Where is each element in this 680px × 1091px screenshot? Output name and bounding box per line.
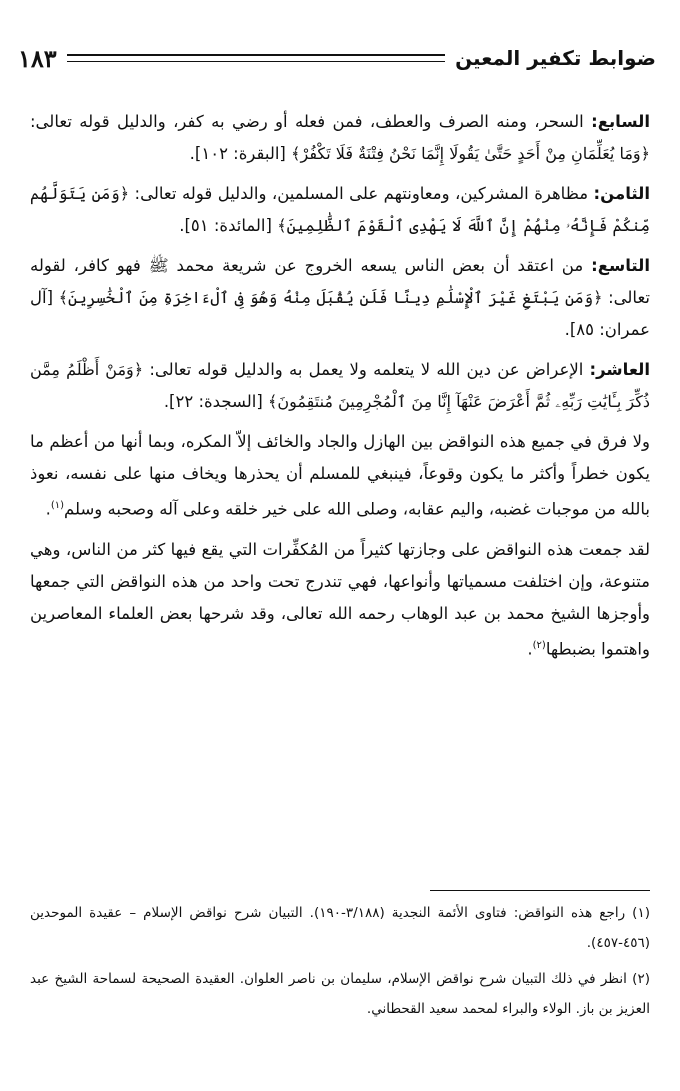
paragraph-text: ولا فرق في جميع هذه النواقض بين الهازل والجاد والخائف إلاّ المكره، وبما أنها من أعظم ما يكون خطراً وأكثر ما يكون وقوعاً، فينبغي للمسلم أن يحذرها ويخاف منها على نفسه، نعوذ بالله من موجبات غضبه، واليم عقابه، وصلى الله على خير خلقه وعلى آله وصحبه وسلم	[30, 432, 650, 519]
page-header	[18, 36, 656, 80]
quran-verse: ﴿وَمَن يَتَوَلَّهُم مِّنكُمْ فَإِنَّهُۥ مِنْهُمْ إِنَّ ٱللَّهَ لَا يَهْدِى ٱلْقَوْمَ ٱلظَّٰلِمِينَ﴾	[30, 184, 650, 235]
item-body: السحر، ومنه الصرف والعطف، فمن فعله أو رضي به كفر، والدليل قوله تعالى:	[30, 112, 592, 131]
running-title: ضوابط تكفير المعين	[455, 46, 656, 70]
footnote-marker: (١)	[50, 500, 65, 511]
item-lead: التاسع:	[591, 256, 650, 275]
item-lead: العاشر:	[589, 360, 650, 379]
main-text	[30, 106, 650, 673]
footnote-marker: (٢)	[532, 639, 546, 651]
item-body: مظاهرة المشركين، ومعاونتهم على المسلمين، والدليل قوله تعالى:	[129, 184, 594, 203]
paragraph-seventh	[30, 106, 650, 170]
paragraph-no-difference: ولا فرق في جميع هذه النواقض بين الهازل والجاد والخائف إلاّ المكره، وبما أنها من أعظم ما يكون خطراً وأكثر ما يكون وقوعاً، فينبغي للمسلم أن يحذرها ويخاف منها على نفسه، نعوذ بالله من موجبات غضبه، واليم عقابه، وصلى الله على خير خلقه وعلى آله وصحبه وسلم$^{(١)}$.	[30, 432, 650, 519]
item-lead: الثامن:	[593, 184, 650, 203]
verse-reference: [آل عمران: ٨٥].	[30, 288, 650, 339]
quran-verse: ﴿وَمَنْ أَظْلَمُ مِمَّن ذُكِّرَ بِـَٔايَٰتِ رَبِّهِۦ ثُمَّ أَعْرَضَ عَنْهَآ إِنَّا مِنَ ٱلْمُجْرِمِينَ مُنتَقِمُونَ﴾	[30, 360, 650, 411]
verse-reference: [البقرة: ١٠٢].	[189, 144, 292, 163]
footnote-1: (١) راجع هذه النواقض: فتاوى الأئمة النجدية (٣/١٨٨-١٩٠). التبيان شرح نواقض الإسلام – عقيدة الموحدين (٤٥٦-٤٥٧).	[30, 905, 650, 951]
item-body: الإعراض عن دين الله لا يتعلمه ولا يعمل به والدليل قوله تعالى:	[143, 360, 590, 379]
paragraph-text: لقد جمعت هذه النواقض على وجازتها كثيراً من المُكفِّرات التي يقع فيها كثر من الناس، وهي متنوعة، وإن اختلفت مسمياتها وأنواعها، فهي تندرج تحت واحد من هذه النواقض التي جمعها وأوجزها الشيخ محمد بن عبد الوهاب رحمه الله تعالى، وقد شرحها بعض العلماء المعاصرين واهتموا بضبطها	[30, 539, 650, 658]
item-body: من اعتقد أن بعض الناس يسعه الخروج عن شريعة محمد ﷺ فهو كافر، لقوله تعالى:	[30, 256, 651, 307]
footnotes	[30, 898, 650, 1030]
verse-reference: [المائدة: ٥١].	[179, 216, 278, 235]
paragraph-eighth	[30, 178, 650, 242]
header-rule	[67, 54, 445, 62]
paragraph-tenth	[30, 354, 650, 418]
quran-verse: ﴿وَمَن يَبْتَغِ غَيْرَ ٱلْإِسْلَٰمِ دِينًا فَلَن يُقْبَلَ مِنْهُ وَهُوَ فِى ٱلْءَاخِرَةِ مِنَ ٱلْخَٰسِرِينَ﴾	[58, 288, 603, 307]
footnote-divider	[430, 890, 650, 891]
footnote-2: (٢) انظر في ذلك التبيان شرح نواقض الإسلام، سليمان بن ناصر العلوان. العقيدة الصحيحة لسماحة الشيخ عبد العزيز بن باز. الولاء والبراء لمحمد سعيد القحطاني.	[30, 971, 650, 1017]
paragraph-ninth	[30, 250, 650, 346]
page-number: ١٨٣	[18, 43, 57, 73]
verse-reference: [السجدة: ٢٢].	[163, 392, 269, 411]
item-lead: السابع:	[591, 112, 650, 131]
paragraph-collected: لقد جمعت هذه النواقض على وجازتها كثيراً من المُكفِّرات التي يقع فيها كثر من الناس، وهي متنوعة، وإن اختلفت مسمياتها وأنواعها، فهي تندرج تحت واحد من هذه النواقض التي جمعها وأوجزها الشيخ محمد بن عبد الوهاب رحمه الله تعالى، وقد شرحها بعض العلماء المعاصرين واهتموا بضبطها$^{(٢)}$.	[30, 539, 650, 658]
quran-verse: ﴿وَمَا يُعَلِّمَانِ مِنْ أَحَدٍ حَتَّىٰ يَقُولَا إِنَّمَا نَحْنُ فِتْنَةٌ فَلَا تَكْفُرْ﴾	[291, 144, 650, 163]
